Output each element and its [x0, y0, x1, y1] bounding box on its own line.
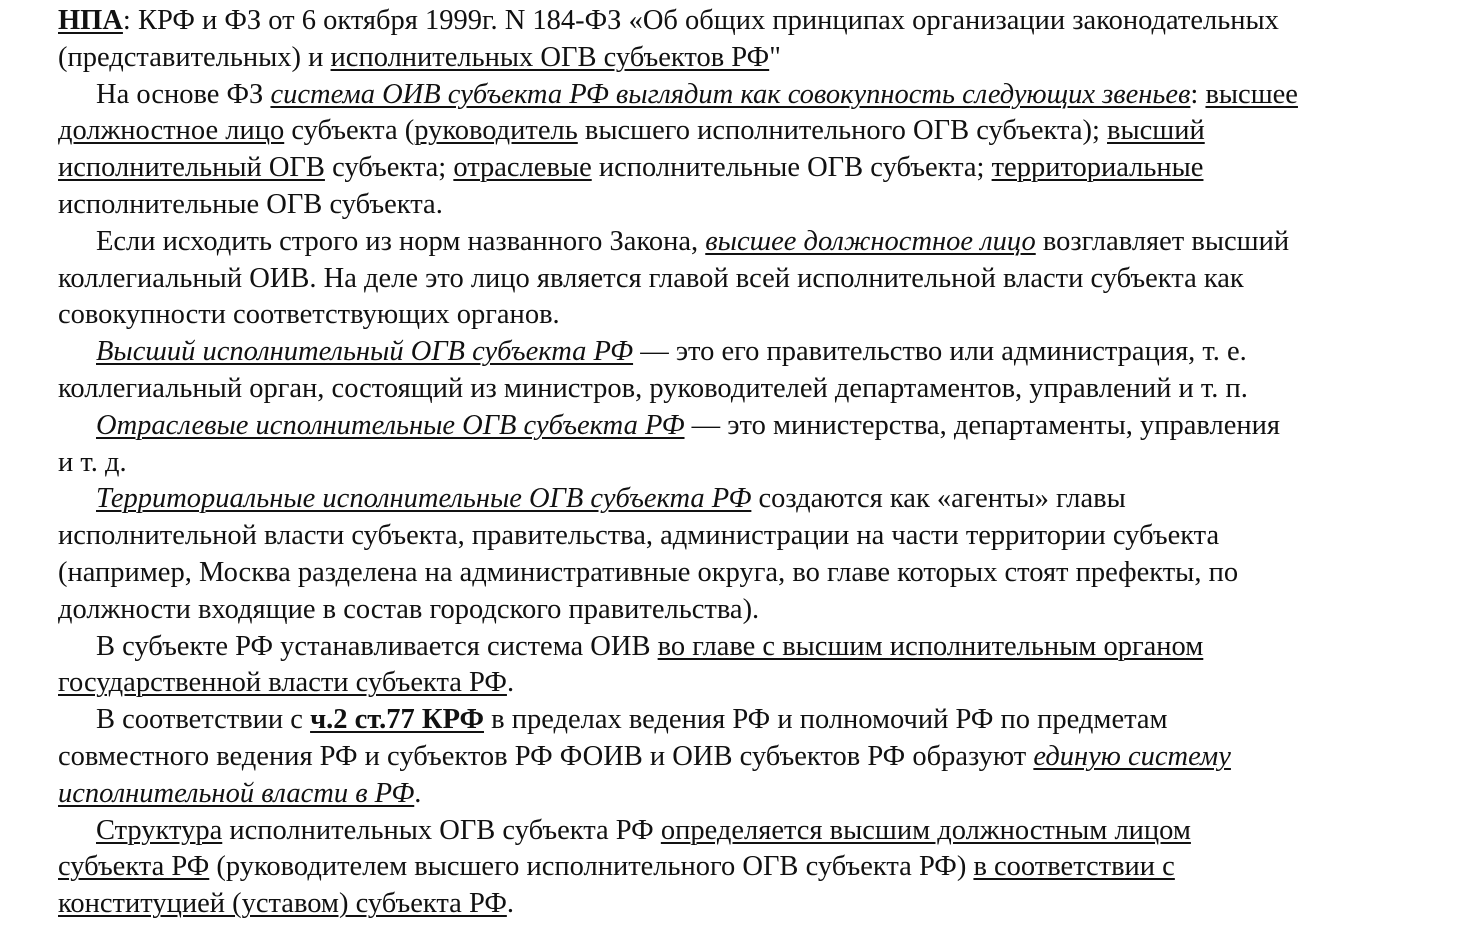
underlined-term: Высший исполнительный ОГВ субъекта РФ [96, 336, 634, 368]
text-line [58, 445, 1468, 482]
text-line [58, 849, 1468, 886]
paragraph-ov-system-line [58, 77, 1468, 114]
text-run: — это министерства, департаменты, управления [684, 409, 1280, 441]
text-run: . [506, 888, 514, 920]
document-body [58, 3, 1468, 923]
paragraph-structure-line [58, 813, 1468, 850]
text-line [58, 187, 1468, 224]
underlined-term: государственной власти субъекта РФ [58, 667, 507, 699]
paragraph-territorial-line [58, 481, 1468, 518]
text-line [58, 886, 1468, 923]
text-run: : КРФ и ФЗ от 6 октября 1999г. N 184-ФЗ «Об общих принципах организации законодательных [122, 5, 1279, 36]
underlined-term: единую систему [1033, 740, 1231, 772]
text-run: возглавляет высший [1035, 225, 1290, 257]
underlined-term: Структура [96, 814, 223, 846]
underlined-term: исполнительной власти в РФ [58, 777, 415, 809]
text-run: (представительных) и [58, 41, 331, 73]
text-run: в пределах ведения РФ и полномочий РФ по предметам [483, 704, 1168, 736]
text-run: коллегиальный орган, состоящий из министров, руководителей департаментов, управлений и т. п. [58, 372, 1248, 404]
underlined-term: должностное лицо [58, 115, 285, 147]
text-line [58, 555, 1468, 592]
text-line [58, 518, 1468, 555]
underlined-term: во главе с высшим исполнительным органом [657, 630, 1204, 662]
text-line [58, 3, 1468, 40]
underlined-term: субъекта РФ [58, 851, 210, 883]
text-line [58, 776, 1468, 813]
text-run: субъекта ( [284, 115, 415, 147]
text-run: исполнительные ОГВ субъекта; [591, 152, 992, 184]
text-run: В соответствии с [96, 704, 311, 736]
underlined-term: исполнительных ОГВ субъектов РФ [330, 41, 770, 73]
text-line [58, 371, 1468, 408]
underlined-term: исполнительный ОГВ [58, 152, 325, 184]
text-run: субъекта; [324, 152, 454, 184]
text-run: исполнительных ОГВ субъекта РФ [222, 814, 661, 846]
text-run: высшего исполнительного ОГВ субъекта); [577, 115, 1108, 147]
underlined-term: в соответствии с [973, 851, 1175, 883]
underlined-term: определяется высшим должностным лицом [660, 814, 1191, 846]
text-run: На основе ФЗ [96, 78, 271, 110]
text-line [58, 261, 1468, 298]
text-run: : [1190, 78, 1206, 110]
underlined-term: высшее должностное лицо [705, 225, 1036, 257]
underlined-term: руководитель [414, 115, 578, 147]
text-run: и т. д. [58, 446, 127, 478]
text-run: исполнительной власти субъекта, правительства, администрации на части территории субъекта [58, 520, 1220, 552]
text-run: . [414, 777, 422, 809]
underlined-term: высшее [1205, 78, 1298, 110]
underlined-term: НПА [58, 5, 123, 36]
text-line [58, 665, 1468, 702]
text-run: коллегиальный ОИВ. На деле это лицо является главой всей исполнительной власти субъекта как [58, 262, 1244, 294]
text-line [58, 150, 1468, 187]
paragraph-constitution-line [58, 702, 1468, 739]
underlined-term: территориальные [991, 152, 1204, 184]
text-run: совокупности соответствующих органов. [58, 299, 560, 331]
text-run: создаются как «агенты» главы [751, 483, 1126, 515]
text-line [58, 739, 1468, 776]
underlined-term: отраслевые [453, 152, 592, 184]
text-run: В субъекте РФ устанавливается система ОИВ [96, 630, 658, 662]
text-run: совместного ведения РФ и субъектов РФ ФОИВ и ОИВ субъектов РФ образуют [58, 740, 1034, 772]
text-line [58, 592, 1468, 629]
underlined-term: Территориальные исполнительные ОГВ субъекта РФ [96, 483, 752, 515]
underlined-term: конституцией (уставом) субъекта РФ [58, 888, 507, 920]
underlined-term: Отраслевые исполнительные ОГВ субъекта РФ [96, 409, 685, 441]
text-run: " [769, 41, 781, 73]
text-line [58, 297, 1468, 334]
text-run: Если исходить строго из норм названного Закона, [96, 225, 706, 257]
underlined-term: высший [1107, 115, 1205, 147]
text-line [58, 113, 1468, 150]
paragraph-highest-official-line [58, 224, 1468, 261]
text-run: — это его правительство или администрация, т. е. [633, 336, 1247, 368]
text-run: (руководителем высшего исполнительного ОГВ субъекта РФ) [209, 851, 974, 883]
underlined-term: ч.2 ст.77 КРФ [310, 704, 484, 736]
paragraph-sectoral-line [58, 408, 1468, 445]
underlined-term: система ОИВ субъекта РФ выглядит как совокупность следующих звеньев [270, 78, 1191, 110]
text-run: исполнительные ОГВ субъекта. [58, 188, 443, 220]
text-run: . [506, 667, 515, 699]
text-run: должности входящие в состав городского правительства). [58, 593, 760, 625]
text-line [58, 40, 1468, 77]
paragraph-system-head-line [58, 629, 1468, 666]
text-run: (например, Москва разделена на административные округа, во главе которых стоят префекты, по [58, 556, 1239, 588]
paragraph-highest-executive-line [58, 334, 1468, 371]
